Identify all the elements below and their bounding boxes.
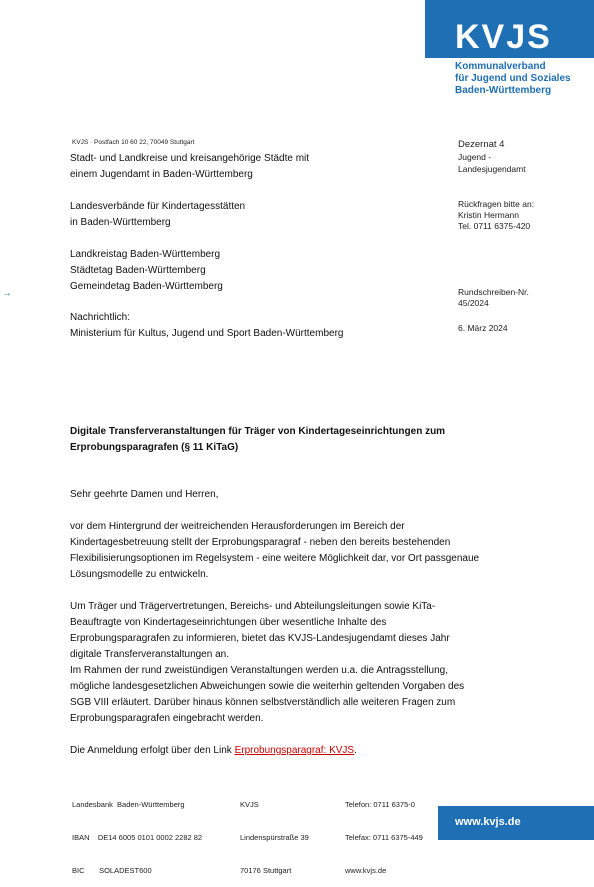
department-line: Landesjugendamt	[458, 164, 526, 174]
kvjs-logo: KVJS	[455, 18, 552, 56]
footer-line: Telefon: 0711 6375-0	[345, 800, 415, 809]
circular-number	[458, 287, 529, 309]
body-line: Flexibilisierungsoptionen im Regelsystem - eine weitere Möglichkeit dar, vor Ort passgenaue	[70, 553, 480, 564]
registration-text: Die Anmeldung erfolgt über den Link	[70, 745, 235, 756]
fold-arrow-icon: →	[2, 288, 12, 299]
recipient-line: Ministerium für Kultus, Jugend und Sport Baden-Württemberg	[70, 328, 344, 339]
recipient-line: einem Jugendamt in Baden-Württemberg	[70, 169, 253, 180]
logo-subtitle-line: Baden-Württemberg	[455, 85, 552, 96]
footer-line: KVJS	[240, 800, 259, 809]
circular-label: Rundschreiben-Nr.	[458, 287, 529, 297]
letter-date: 6. März 2024	[458, 323, 508, 333]
body-paragraph	[70, 519, 520, 583]
body-line: Um Träger und Trägervertretungen, Bereichs- und Abteilungsleitungen sowie KiTa-	[70, 601, 436, 612]
body-line: SGB VIII erläutert. Darüber hinaus können selbstverständlich alle weiteren Fragen zum	[70, 697, 456, 708]
salutation: Sehr geehrte Damen und Herren,	[70, 489, 219, 500]
logo-subtitle	[455, 61, 571, 97]
recipient-line: Gemeindetag Baden-Württemberg	[70, 281, 223, 292]
footer-line: BIC SOLADEST600	[72, 866, 152, 875]
footer-contact	[345, 777, 423, 887]
recipient-block	[70, 199, 245, 231]
body-line: Erprobungsparagrafen eingebracht werden.	[70, 713, 264, 724]
footer-line[interactable]: www.kvjs.de	[345, 866, 387, 875]
recipient-line: Landesverbände für Kindertagesstätten	[70, 201, 246, 212]
department-info	[458, 139, 526, 175]
footer-address	[240, 777, 309, 887]
registration-link[interactable]: Erprobungsparagraf: KVJS	[234, 745, 355, 756]
recipient-line: in Baden-Württemberg	[70, 217, 171, 228]
sender-address-line: KVJS · Postfach 10 60 22, 70049 Stuttgart	[72, 139, 195, 146]
url-badge[interactable]: www.kvjs.de	[455, 816, 521, 828]
footer-bank-info	[72, 777, 202, 887]
footer-line: Telefax: 0711 6375-449	[345, 833, 423, 842]
department-line: Dezernat 4	[458, 139, 505, 150]
body-line: Kindertagesbetreuung stellt der Erprobungsparagraf - neben den bereits bestehenden	[70, 537, 451, 548]
contact-line: Rückfragen bitte an:	[458, 199, 535, 209]
body-line: vor dem Hintergrund der weitreichenden Herausforderungen im Bereich der	[70, 521, 405, 532]
recipient-block-cc	[70, 310, 343, 342]
registration-paragraph	[70, 743, 520, 759]
recipient-line: Städtetag Baden-Württemberg	[70, 265, 206, 276]
footer-line: IBAN DE14 6005 0101 0002 2282 82	[72, 833, 203, 842]
body-line: mögliche landesgesetzlichen Abweichungen sowie die weiterhin geltenden Vorgaben des	[70, 681, 465, 692]
contact-line: Tel. 0711 6375-420	[458, 221, 531, 231]
recipient-block	[70, 151, 309, 183]
body-line: Beauftragte von Kindertageseinrichtungen über wesentliche Inhalte des	[70, 617, 387, 628]
logo-subtitle-line: Kommunalverband	[455, 61, 546, 72]
body-line: Im Rahmen der rund zweistündigen Veranstaltungen werden u.a. die Antragsstellung,	[70, 665, 449, 676]
contact-info	[458, 199, 534, 232]
recipient-line: Landkreistag Baden-Württemberg	[70, 249, 221, 260]
body-line: Erprobungsparagrafen zu informieren, bietet das KVJS-Landesjugendamt dieses Jahr	[70, 633, 450, 644]
contact-line: Kristin Hermann	[458, 210, 519, 220]
recipient-line: Stadt- und Landkreise und kreisangehörige Städte mit	[70, 153, 310, 164]
footer-line: Landesbank Baden-Württemberg	[72, 800, 185, 809]
body-line: digitale Transferveranstaltungen an.	[70, 649, 229, 660]
body-line: Lösungsmodelle zu entwickeln.	[70, 569, 209, 580]
circular-value: 45/2024	[458, 298, 489, 308]
registration-suffix: .	[354, 745, 357, 756]
department-line: Jugend -	[458, 152, 492, 162]
recipient-block	[70, 247, 223, 295]
footer-line: 70176 Stuttgart	[240, 866, 292, 875]
body-paragraph	[70, 599, 520, 727]
logo-subtitle-line: für Jugend und Soziales	[455, 73, 571, 84]
recipient-line: Nachrichtlich:	[70, 312, 131, 323]
footer-line: Lindenspürstraße 39	[240, 833, 309, 842]
letter-subject: Digitale Transferveranstaltungen für Träger von Kindertageseinrichtungen zum Erprobungsparagrafen (§ 11 KiTaG)	[70, 426, 446, 453]
